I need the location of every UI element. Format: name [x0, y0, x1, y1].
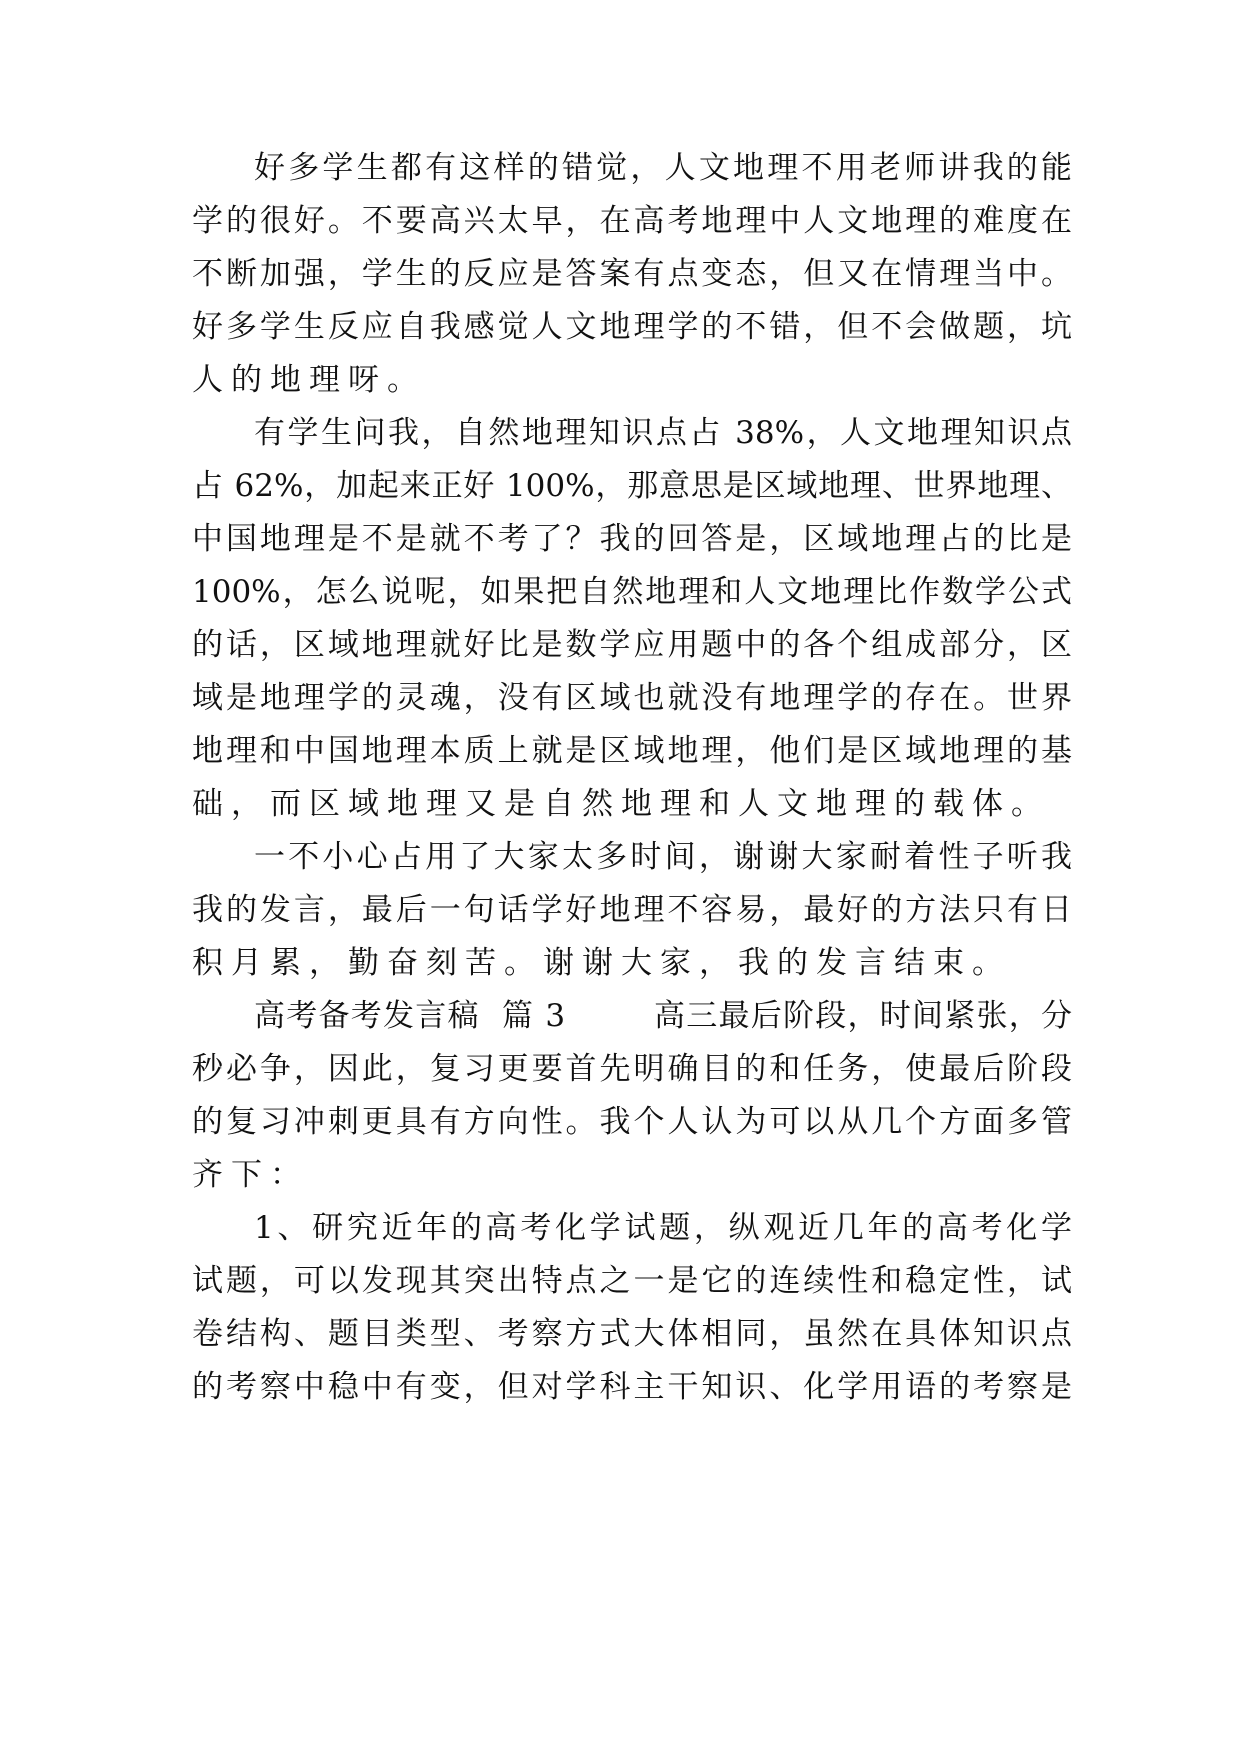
text-line: 好多学生反应自我感觉人文地理学的不错，但不会做题，坑 [192, 309, 1072, 345]
text-line: 不断加强，学生的反应是答案有点变态，但又在情理当中。 [192, 256, 1072, 292]
text-line: 的复习冲刺更具有方向性。我个人认为可以从几个方面多管 [192, 1104, 1072, 1140]
text-line: 占 62%，加起来正好 100%，那意思是区域地理、世界地理、 [192, 468, 1072, 504]
text-line: 人的地理呀。 [192, 362, 426, 398]
text-line: 地理和中国地理本质上就是区域地理，他们是区域地理的基 [192, 733, 1072, 769]
text-line: 齐下： [192, 1157, 309, 1193]
text-line: 有学生问我，自然地理知识点占 38%，人文地理知识点 [254, 415, 1072, 451]
text-line: 学的很好。不要高兴太早，在高考地理中人文地理的难度在 [192, 203, 1072, 239]
text-line: 100%，怎么说呢，如果把自然地理和人文地理比作数学公式 [192, 574, 1072, 610]
text-line: 一不小心占用了大家太多时间，谢谢大家耐着性子听我 [254, 839, 1072, 875]
text-line: 积月累，勤奋刻苦。谢谢大家，我的发言结束。 [192, 945, 1011, 981]
text-line: 秒必争，因此，复习更要首先明确目的和任务，使最后阶段 [192, 1051, 1072, 1087]
text-line: 卷结构、题目类型、考察方式大体相同，虽然在具体知识点 [192, 1316, 1072, 1352]
text-line: 试题，可以发现其突出特点之一是它的连续性和稳定性，试 [192, 1263, 1072, 1299]
section-heading-line: 高考备考发言稿 篇 3 高三最后阶段，时间紧张，分 [254, 998, 1072, 1034]
text-line: 1、研究近年的高考化学试题，纵观近几年的高考化学 [254, 1210, 1072, 1246]
text-line: 的话，区域地理就好比是数学应用题中的各个组成部分，区 [192, 627, 1072, 663]
text-line: 好多学生都有这样的错觉，人文地理不用老师讲我的能 [254, 150, 1072, 186]
text-line: 的考察中稳中有变，但对学科主干知识、化学用语的考察是 [192, 1369, 1072, 1405]
text-line: 中国地理是不是就不考了？我的回答是，区域地理占的比是 [192, 521, 1072, 557]
text-line: 础，而区域地理又是自然地理和人文地理的载体。 [192, 786, 1050, 822]
text-line: 我的发言，最后一句话学好地理不容易，最好的方法只有日 [192, 892, 1072, 928]
text-line: 域是地理学的灵魂，没有区域也就没有地理学的存在。世界 [192, 680, 1072, 716]
